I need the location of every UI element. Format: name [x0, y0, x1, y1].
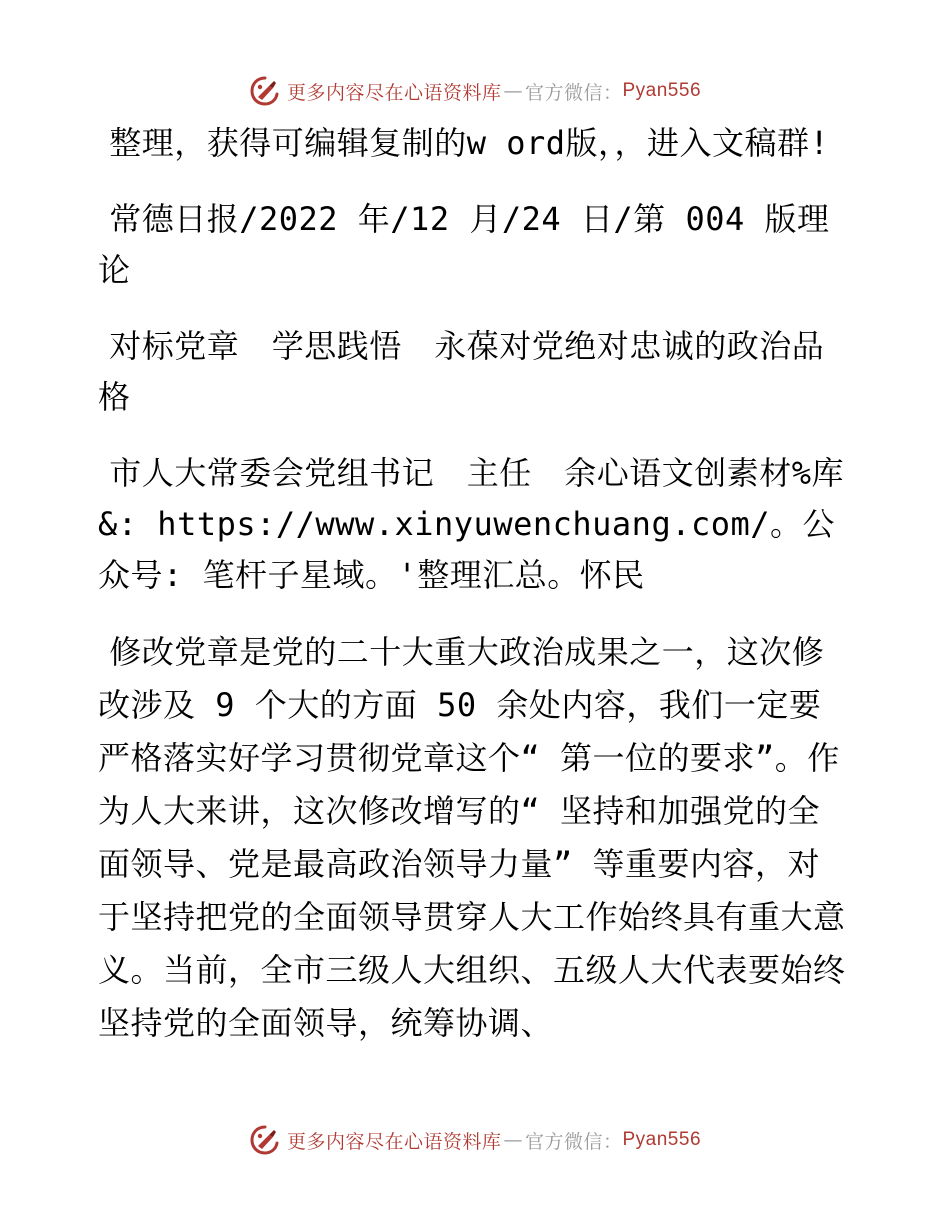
- header-banner-inner: [249, 75, 701, 107]
- header-site-text: 更多内容尽在心语资料库: [286, 81, 502, 104]
- footer-wechat-id: Pyan556: [622, 1129, 702, 1150]
- paragraph-intro: 整理，获得可编辑复制的w ord版，，进入文稿群!: [109, 124, 830, 162]
- footer-banner-text: [287, 1127, 701, 1154]
- paragraph-source-line: 常德日报/2022 年/12 月/24 日/第 004 版理论: [98, 200, 830, 289]
- paragraph-author-line: 市人大常委会党组书记 主任 余心语文创素材%库&: https://www.xinyuwenchuang.com/。公众号: 笔杆子星域。'整理汇总。怀民: [98, 454, 844, 594]
- paragraph-article-title: 对标党章 学思践悟 永葆对党绝对忠诚的政治品格: [98, 327, 825, 416]
- header-official-label: 官方微信：: [524, 81, 623, 104]
- pen-nib-swirl-icon: [249, 75, 281, 107]
- header-wechat-id: Pyan556: [622, 80, 702, 101]
- document-body: [98, 118, 850, 1075]
- footer-separator: —: [503, 1129, 523, 1151]
- header-banner: [0, 71, 950, 111]
- footer-official-label: 官方微信：: [524, 1130, 623, 1153]
- paragraph-main-body: 修改党章是党的二十大重大政治成果之一，这次修改涉及 9 个大的方面 50 余处内容，我们一定要严格落实好学习贯彻党章这个“ 第一位的要求”。作为人大来讲，这次修改增写的“ 坚持和加强党的全面领导、党是最高政治领导力量” 等重要内容，对于坚持把党的全面领导贯穿人大工作始终具有重大意义。当前，全市三级人大组织、五级人大代表要始终坚持党的全面领导，统筹协调、: [98, 633, 846, 1042]
- footer-banner: [0, 1120, 950, 1160]
- pen-nib-swirl-icon: [249, 1124, 281, 1156]
- footer-site-text: 更多内容尽在心语资料库: [286, 1130, 502, 1153]
- header-separator: —: [503, 80, 523, 102]
- header-banner-text: [287, 78, 701, 105]
- footer-banner-inner: [249, 1124, 701, 1156]
